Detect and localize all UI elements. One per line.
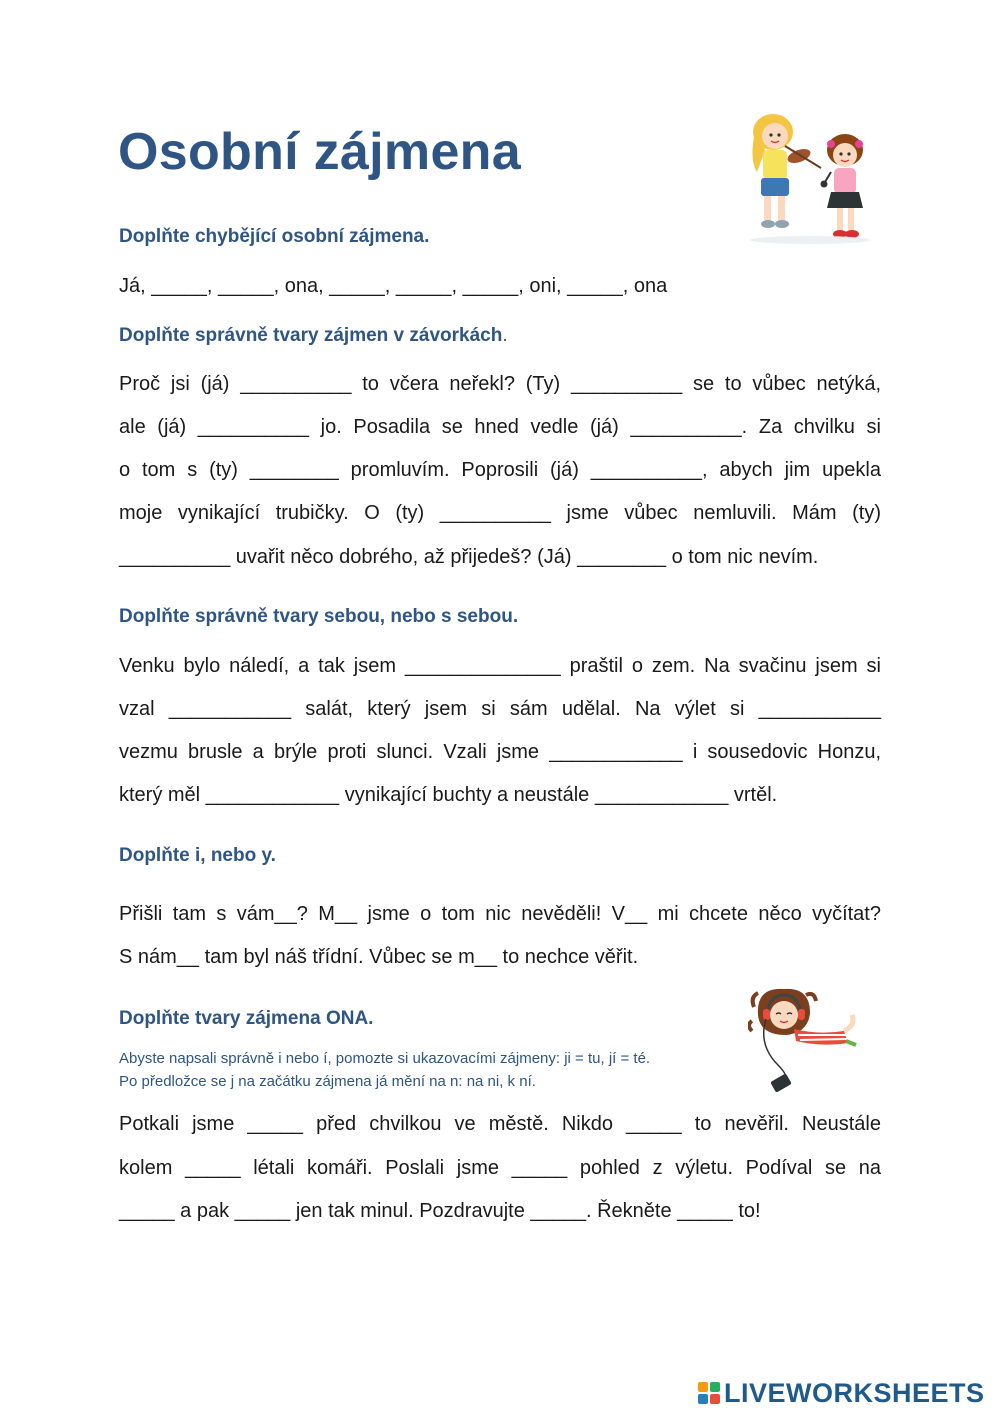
section-5-hint: Abyste napsali správně i nebo í, pomozte si ukazovacími zájmeny: ji = tu, jí = té. bbox=[119, 1050, 651, 1067]
section-5-hint: Po předložce se j na začátku zájmena já mění na n: na ni, k ní. bbox=[119, 1073, 536, 1090]
section-2-line: ale (já) __________ jo. Posadila se hned vedle (já) __________. Za chvilku si bbox=[119, 416, 881, 438]
section-5-heading: Doplňte tvary zájmena ONA. bbox=[119, 1008, 374, 1029]
section-3-heading: Doplňte správně tvary sebou, nebo s sebou. bbox=[119, 606, 519, 627]
section-1-line: Já, _____, _____, ona, _____, _____, _____, oni, _____, ona bbox=[119, 275, 668, 297]
section-3-line: Venku bylo náledí, a tak jsem ______________ praštil o zem. Na svačinu jsem si bbox=[119, 655, 881, 677]
section-2-line: o tom s (ty) ________ promluvím. Poprosili (já) __________, abych jim upekla bbox=[119, 459, 881, 481]
section-5-line: kolem _____ létali komáři. Poslali jsme _____ pohled z výletu. Podíval se na bbox=[119, 1157, 881, 1179]
page-title: Osobní zájmena bbox=[118, 123, 521, 181]
girls-music-illustration bbox=[735, 110, 885, 245]
section-3-line: vzal ___________ salát, který jsem si sám udělal. Na výlet si ___________ bbox=[119, 698, 881, 720]
logo-mark-icon bbox=[698, 1382, 720, 1404]
section-1-heading: Doplňte chybějící osobní zájmena. bbox=[119, 226, 430, 247]
section-3-line: vezmu brusle a brýle proti slunci. Vzali jsme ____________ i sousedovic Honzu, bbox=[119, 741, 881, 763]
section-2-line: __________ uvařit něco dobrého, až přijedeš? (Já) ________ o tom nic nevím. bbox=[119, 546, 819, 568]
liveworksheets-logo[interactable] bbox=[698, 1376, 985, 1410]
girl-headphones-illustration bbox=[748, 985, 860, 1095]
section-2-line: Proč jsi (já) __________ to včera neřekl? (Ty) __________ se to vůbec netýká, bbox=[119, 373, 881, 395]
section-4-line: Přišli tam s vám__? M__ jsme o tom nic nevěděli! V__ mi chcete něco vyčítat? bbox=[119, 903, 881, 925]
section-5-line: Potkali jsme _____ před chvilkou ve městě. Nikdo _____ to nevěřil. Neustále bbox=[119, 1113, 881, 1135]
section-5-line: _____ a pak _____ jen tak minul. Pozdravujte _____. Řekněte _____ to! bbox=[119, 1200, 761, 1222]
section-2-line: moje vynikající trubičky. O (ty) __________ jsme vůbec nemluvili. Mám (ty) bbox=[119, 502, 881, 524]
logo-text: LIVEWORKSHEETS bbox=[724, 1377, 985, 1408]
section-3-line: který měl ____________ vynikající buchty a neustále ____________ vrtěl. bbox=[119, 784, 778, 806]
section-2-heading: Doplňte správně tvary zájmen v závorkách. bbox=[119, 325, 508, 346]
section-4-heading: Doplňte i, nebo y. bbox=[119, 845, 276, 866]
section-4-line: S nám__ tam byl náš třídní. Vůbec se m__ to nechce věřit. bbox=[119, 946, 639, 968]
